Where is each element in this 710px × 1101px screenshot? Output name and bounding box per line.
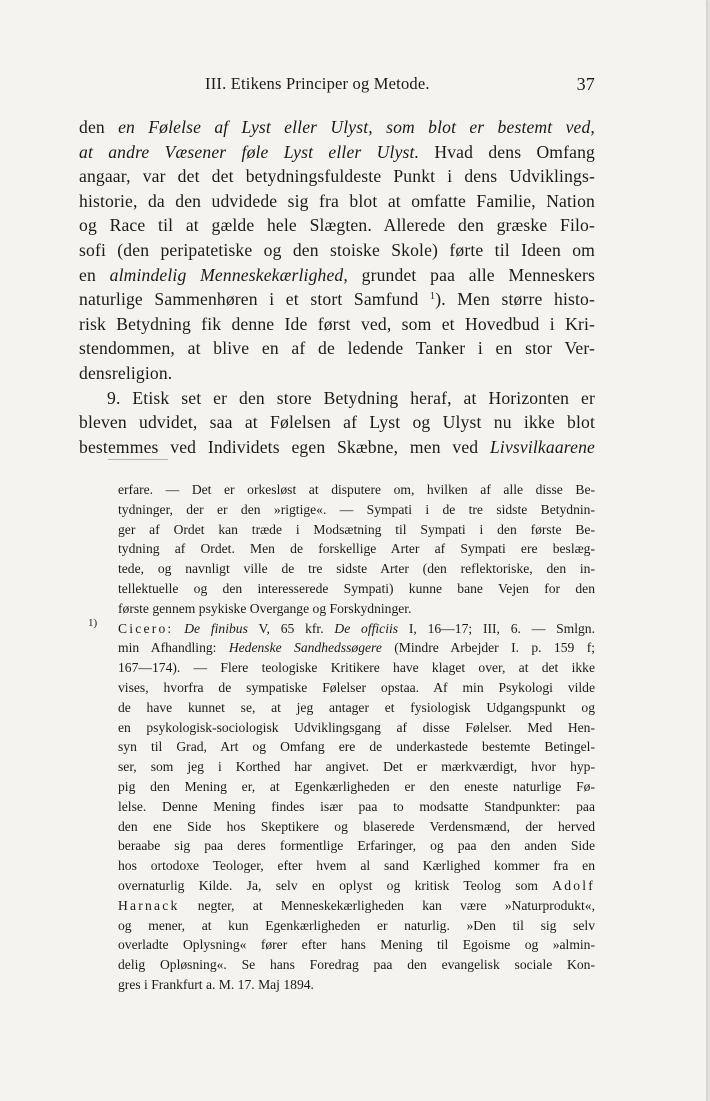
footnote-line: syn til Grad, Art og Omfang ere de underkastede bestemte Betingel- [118, 739, 595, 755]
running-header [79, 74, 595, 96]
footnote-separator [108, 459, 168, 460]
footnote-line: ger af Ordet kan træde i Modsætning til Sympati i den første Be- [118, 521, 595, 537]
text-line: historie, da den udvidede sig fra blot at omfatte Familie, Nation [79, 190, 595, 211]
footnote-line: pig den Mening er, at Egenkærligheden er den eneste naturlige Fø- [118, 778, 595, 794]
text-line: stendommen, at blive en af de ledende Tanker i en stor Ver- [79, 338, 595, 359]
footnote-line: overladte Oplysning« fører efter hans Mening til Egoisme og »almin- [118, 937, 595, 953]
footnote-line: erfare. — Det er orkesløst at disputere om, hvilken af alle disse Be- [118, 482, 595, 497]
footnote-line: Cicero: De finibus V, 65 kfr. De officiis I, 16—17; III, 6. — Smlgn. [118, 620, 596, 636]
text-line: at andre Væsener føle Lyst eller Ulyst. Hvad dens Omfang [79, 141, 596, 162]
text-line: bleven udvidet, saa at Følelsen af Lyst og Ulyst nu ikke blot [79, 412, 595, 433]
footnote-line: beraabe sig paa deres formentlige Erfaringer, og paa den anden Side [118, 838, 595, 854]
footnote-line: tede, og navnligt ville de tre sidste Arter (den reflektoriske, den in- [118, 561, 595, 577]
footnote-line: tydninger, der er den »rigtige«. — Sympati i de tre sidste Betydnin- [118, 501, 595, 517]
footnote-line: Harnack negter, at Menneskekærligheden kan være »Naturprodukt«, [118, 897, 595, 913]
footnote-line: ser, som jeg i Korthed har angivet. Det er mærkværdigt, hvor hyp- [118, 759, 595, 775]
footnote-line: hos ortodoxe Teologer, efter hvem al sand Kærlighed kommer fra en [118, 858, 595, 874]
text-line: bestemmes ved Individets egen Skæbne, men ved Livsvilkaarene [79, 436, 595, 457]
text-line: risk Betydning fik denne Ide først ved, som et Hovedbud i Kri- [79, 313, 595, 334]
footnote-line: overnaturlig Kilde. Ja, selv en oplyst og kritisk Teolog som Adolf [118, 877, 595, 893]
footnote-line: delig Opløsning«. Se hans Foredrag paa den evangelisk sociale Kon- [118, 957, 595, 973]
footnote-line: de have kunnet se, at jeg antager et fysiologisk Udgangspunkt og [118, 699, 595, 715]
footnote-line: vises, hvorfra de sympatiske Følelser opstaa. Af min Psykologi vilde [118, 679, 595, 695]
text-line: en almindelig Menneskekærlighed, grundet paa alle Menneskers [79, 264, 595, 285]
footnote-line: gres i Frankfurt a. M. 17. Maj 1894. [118, 976, 314, 992]
footnotes [118, 480, 595, 995]
text-line: den en Følelse af Lyst eller Ulyst, som blot er bestemt ved, [79, 117, 595, 137]
text-line: naturlige Sammenhøren i et stort Samfund $^1$). Men større histo- [79, 289, 595, 310]
text-line: og Race til at gælde hele Slægten. Allerede den græske Filo- [79, 215, 595, 236]
footnote-line: lelse. Denne Mening findes især paa to modsatte Standpunkter: paa [118, 798, 595, 814]
main-text [79, 115, 595, 459]
text-line: densreligion. [79, 362, 173, 383]
footnote-line: tydning af Ordet. Men de forskellige Arter af Sympati ere beslæg- [118, 541, 595, 557]
text-line: angaar, var det det betydningsfuldeste Punkt i dens Udviklings- [79, 166, 595, 187]
footnote-line: tellektuelle og den interesserede Sympati) kunne bane Vejen for den [118, 580, 595, 596]
footnote-line: første gennem psykiske Overgange og Forskydninger. [118, 600, 412, 616]
footnote-marker: 1) [88, 617, 98, 629]
footnote-line: og mener, at kun Egenkærligheden er naturlig. »Den til sig selv [118, 917, 595, 933]
footnote-line: min Afhandling: Hedenske Sandhedssøgere (Mindre Arbejder I. p. 159 f; [118, 640, 595, 656]
footnote-ref: 1 [430, 291, 436, 303]
footnote-line: den ene Side hos Skeptikere og blaserede Verdensmænd, der herved [118, 818, 595, 834]
page-number: 37 [576, 74, 595, 94]
footnote-line: 167—174). — Flere teologiske Kritikere have klaget over, at det ikke [118, 660, 595, 676]
running-title: III. Etikens Principer og Metode. [205, 74, 430, 93]
text-line: sofi (den peripatetiske og den stoiske Skole) førte til Ideen om [79, 239, 595, 260]
paragraph-start: 9. Etisk set er den store Betydning heraf, at Horizonten er [107, 387, 595, 408]
footnote-line: en psykologisk-sociologisk Udviklingsgang af disse Følelser. Med Hen- [118, 719, 595, 735]
